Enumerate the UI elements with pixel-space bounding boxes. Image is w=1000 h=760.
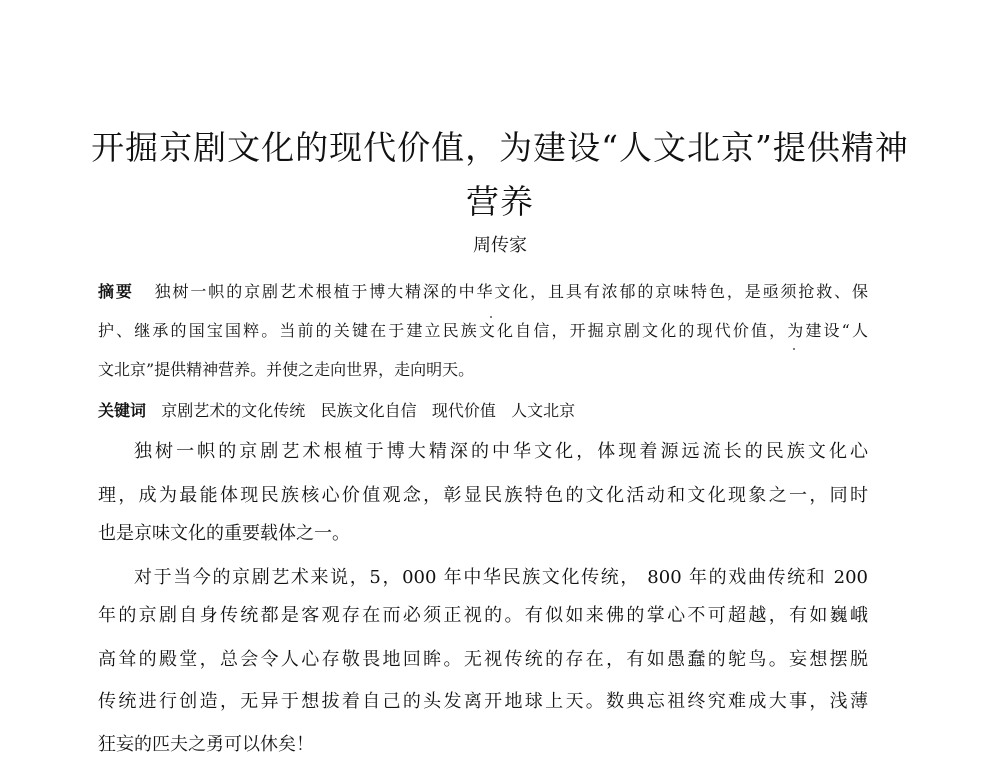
abstract-text: 独树一帜的京剧艺术根植于博大精深的中华文化，且具有浓郁的京味特色，是亟须抢救、保 xyxy=(154,282,868,301)
keywords-line xyxy=(98,400,868,422)
scan-speck xyxy=(490,316,492,318)
paragraph-1-line: 也是京味文化的重要载体之一。 xyxy=(98,523,350,544)
keyword: 现代价值 xyxy=(431,401,496,420)
keyword: 民族文化自信 xyxy=(320,401,417,420)
abstract-label: 摘要 xyxy=(98,282,134,301)
keyword: 京剧艺术的文化传统 xyxy=(161,401,306,420)
scan-speck xyxy=(793,348,795,350)
paragraph-1-line: 理，成为最能体现民族核心价值观念，彰显民族特色的文化活动和文化现象之一，同时 xyxy=(98,485,868,506)
keyword: 人文北京 xyxy=(511,401,576,420)
paragraph-1-line: 独树一帜的京剧艺术根植于博大精深的中华文化，体现着源远流长的民族文化心 xyxy=(134,441,868,462)
paper-title-line-1: 开掘京剧文化的现代价值，为建设“人文北京”提供精神 xyxy=(91,128,909,167)
abstract-line-2: 护、继承的国宝国粹。当前的关键在于建立民族文化自信，开掘京剧文化的现代价值，为建设“人 xyxy=(98,321,868,340)
paragraph-2-line: 狂妄的匹夫之勇可以休矣！ xyxy=(98,734,314,755)
abstract-line-1 xyxy=(98,281,868,303)
paragraph-2-line: 高耸的殿堂，总会令人心存敬畏地回眸。无视传统的存在，有如愚蠢的鸵鸟。妄想摆脱 xyxy=(98,649,868,670)
paragraph-2-line: 对于当今的京剧艺术来说，5，000 年中华民族文化传统， 800 年的戏曲传统和 200 xyxy=(134,567,868,588)
keywords-label: 关键词 xyxy=(98,401,147,420)
paper-title-line-2: 营养 xyxy=(466,182,534,221)
author-name: 周传家 xyxy=(473,235,527,256)
paragraph-2-line: 年的京剧自身传统都是客观存在而必须正视的。有似如来佛的掌心不可超越，有如巍峨 xyxy=(98,605,868,626)
abstract-line-3: 文北京”提供精神营养。并使之走向世界，走向明天。 xyxy=(98,360,475,379)
paragraph-2-line: 传统进行创造，无异于想拔着自己的头发离开地球上天。数典忘祖终究难成大事，浅薄 xyxy=(98,691,868,712)
